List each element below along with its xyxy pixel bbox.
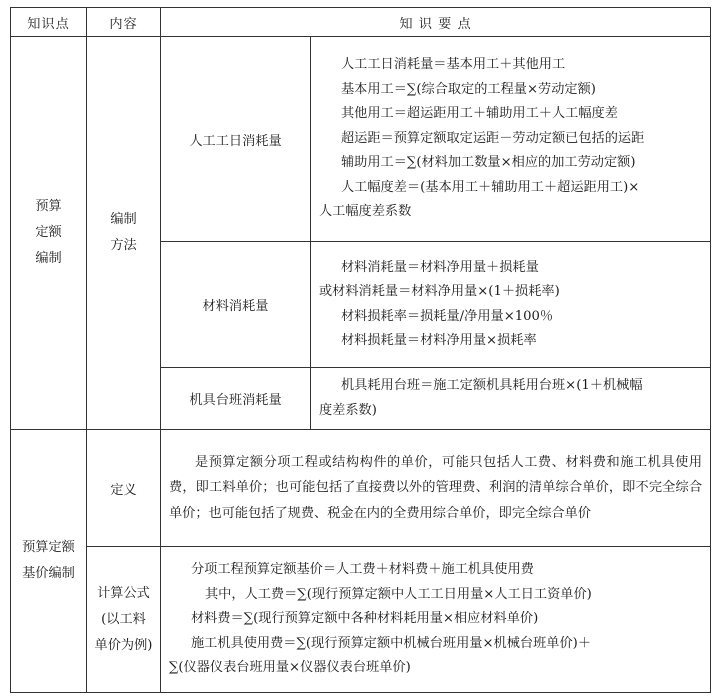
label-line: 单价为例) — [94, 637, 153, 653]
label-line: 计算公式 — [97, 585, 150, 601]
price-formulas — [161, 547, 711, 693]
header-content: 内容 — [87, 8, 161, 37]
header-key-points: 知 识 要 点 — [161, 8, 711, 37]
formula-label — [87, 547, 161, 693]
formula-line: 分项工程预算定额基价＝人工费＋材料费＋施工机具使用费 — [191, 562, 534, 578]
label-line: 预算定额 — [22, 540, 75, 555]
formula-line: 施工机具使用费＝∑(现行预算定额中机械台班用量×机械台班单价)＋ — [191, 635, 592, 651]
table-header-row — [11, 8, 711, 37]
formula-line: 材料损耗率＝损耗量/净用量×100％ — [341, 308, 554, 324]
formula-line: 材料损耗量＝材料净用量×损耗率 — [341, 333, 537, 348]
table-row — [11, 430, 711, 547]
labor-formulas — [311, 37, 711, 242]
formula-line: 机具耗用台班＝施工定额机具耗用台班×(1＋机械幅 — [341, 378, 643, 393]
formula-line: ∑(仪器仪表台班用量×仪器仪表台班单价) — [169, 660, 411, 676]
machinery-formulas — [311, 368, 711, 430]
label-line: 基价编制 — [22, 566, 75, 581]
formula-line: 人工幅度差＝(基本用工＋辅助用工＋超运距用工)× — [341, 179, 640, 195]
label-line: 预算 — [35, 199, 62, 214]
formula-line: 人工工日消耗量＝基本用工＋其他用工 — [341, 57, 566, 73]
formula-line: 其他用工＝超运距用工＋辅助用工＋人工幅度差 — [341, 106, 618, 122]
label-line: 编制 — [110, 212, 137, 227]
topic-machinery: 机具台班消耗量 — [161, 368, 311, 430]
label-line: 定额 — [35, 225, 62, 240]
label-line: 编制 — [35, 251, 62, 266]
method-label — [87, 37, 161, 430]
topic-labor: 人工工日消耗量 — [161, 37, 311, 242]
section1-label — [11, 37, 87, 430]
formula-line: 其中，人工费＝∑(现行预算定额中人工工日用量×人工日工资单价) — [205, 586, 592, 602]
formula-line: 基本用工＝∑(综合取定的工程量×劳动定额) — [341, 81, 596, 97]
formula-line: 度差系数) — [319, 402, 377, 418]
knowledge-table — [10, 7, 711, 693]
formula-line: 材料费＝∑(现行预算定额中各种材料耗用量×相应材料单价) — [191, 611, 539, 627]
material-formulas — [311, 242, 711, 368]
formula-line: 超运距＝预算定额取定运距－劳动定额已包括的运距 — [341, 130, 645, 146]
formula-line: 辅助用工＝∑(材料加工数量×相应的加工劳动定额) — [341, 155, 636, 171]
table-row — [11, 547, 711, 693]
definition-label: 定义 — [87, 430, 161, 547]
topic-material: 材料消耗量 — [161, 242, 311, 368]
table-row — [11, 37, 711, 242]
formula-line: 人工幅度差系数 — [319, 204, 412, 220]
label-line: 方法 — [110, 238, 137, 253]
formula-line: 或材料消耗量＝材料净用量×(1＋损耗率) — [319, 284, 560, 299]
section2-label — [11, 430, 87, 693]
formula-line: 材料消耗量＝材料净用量＋损耗量 — [341, 259, 539, 275]
label-line: (以工料 — [101, 611, 146, 627]
header-knowledge-point: 知识点 — [11, 8, 87, 37]
definition-text: 是预算定额分项工程或结构构件的单价，可能只包括人工费、材料费和施工机具使用费，即工料单价；也可能包括了直接费以外的管理费、利润的清单综合单价，即不完全综合单价；也可能包括了规费、税金在内的全费用综合单价，即完全综合单价 — [161, 430, 711, 547]
